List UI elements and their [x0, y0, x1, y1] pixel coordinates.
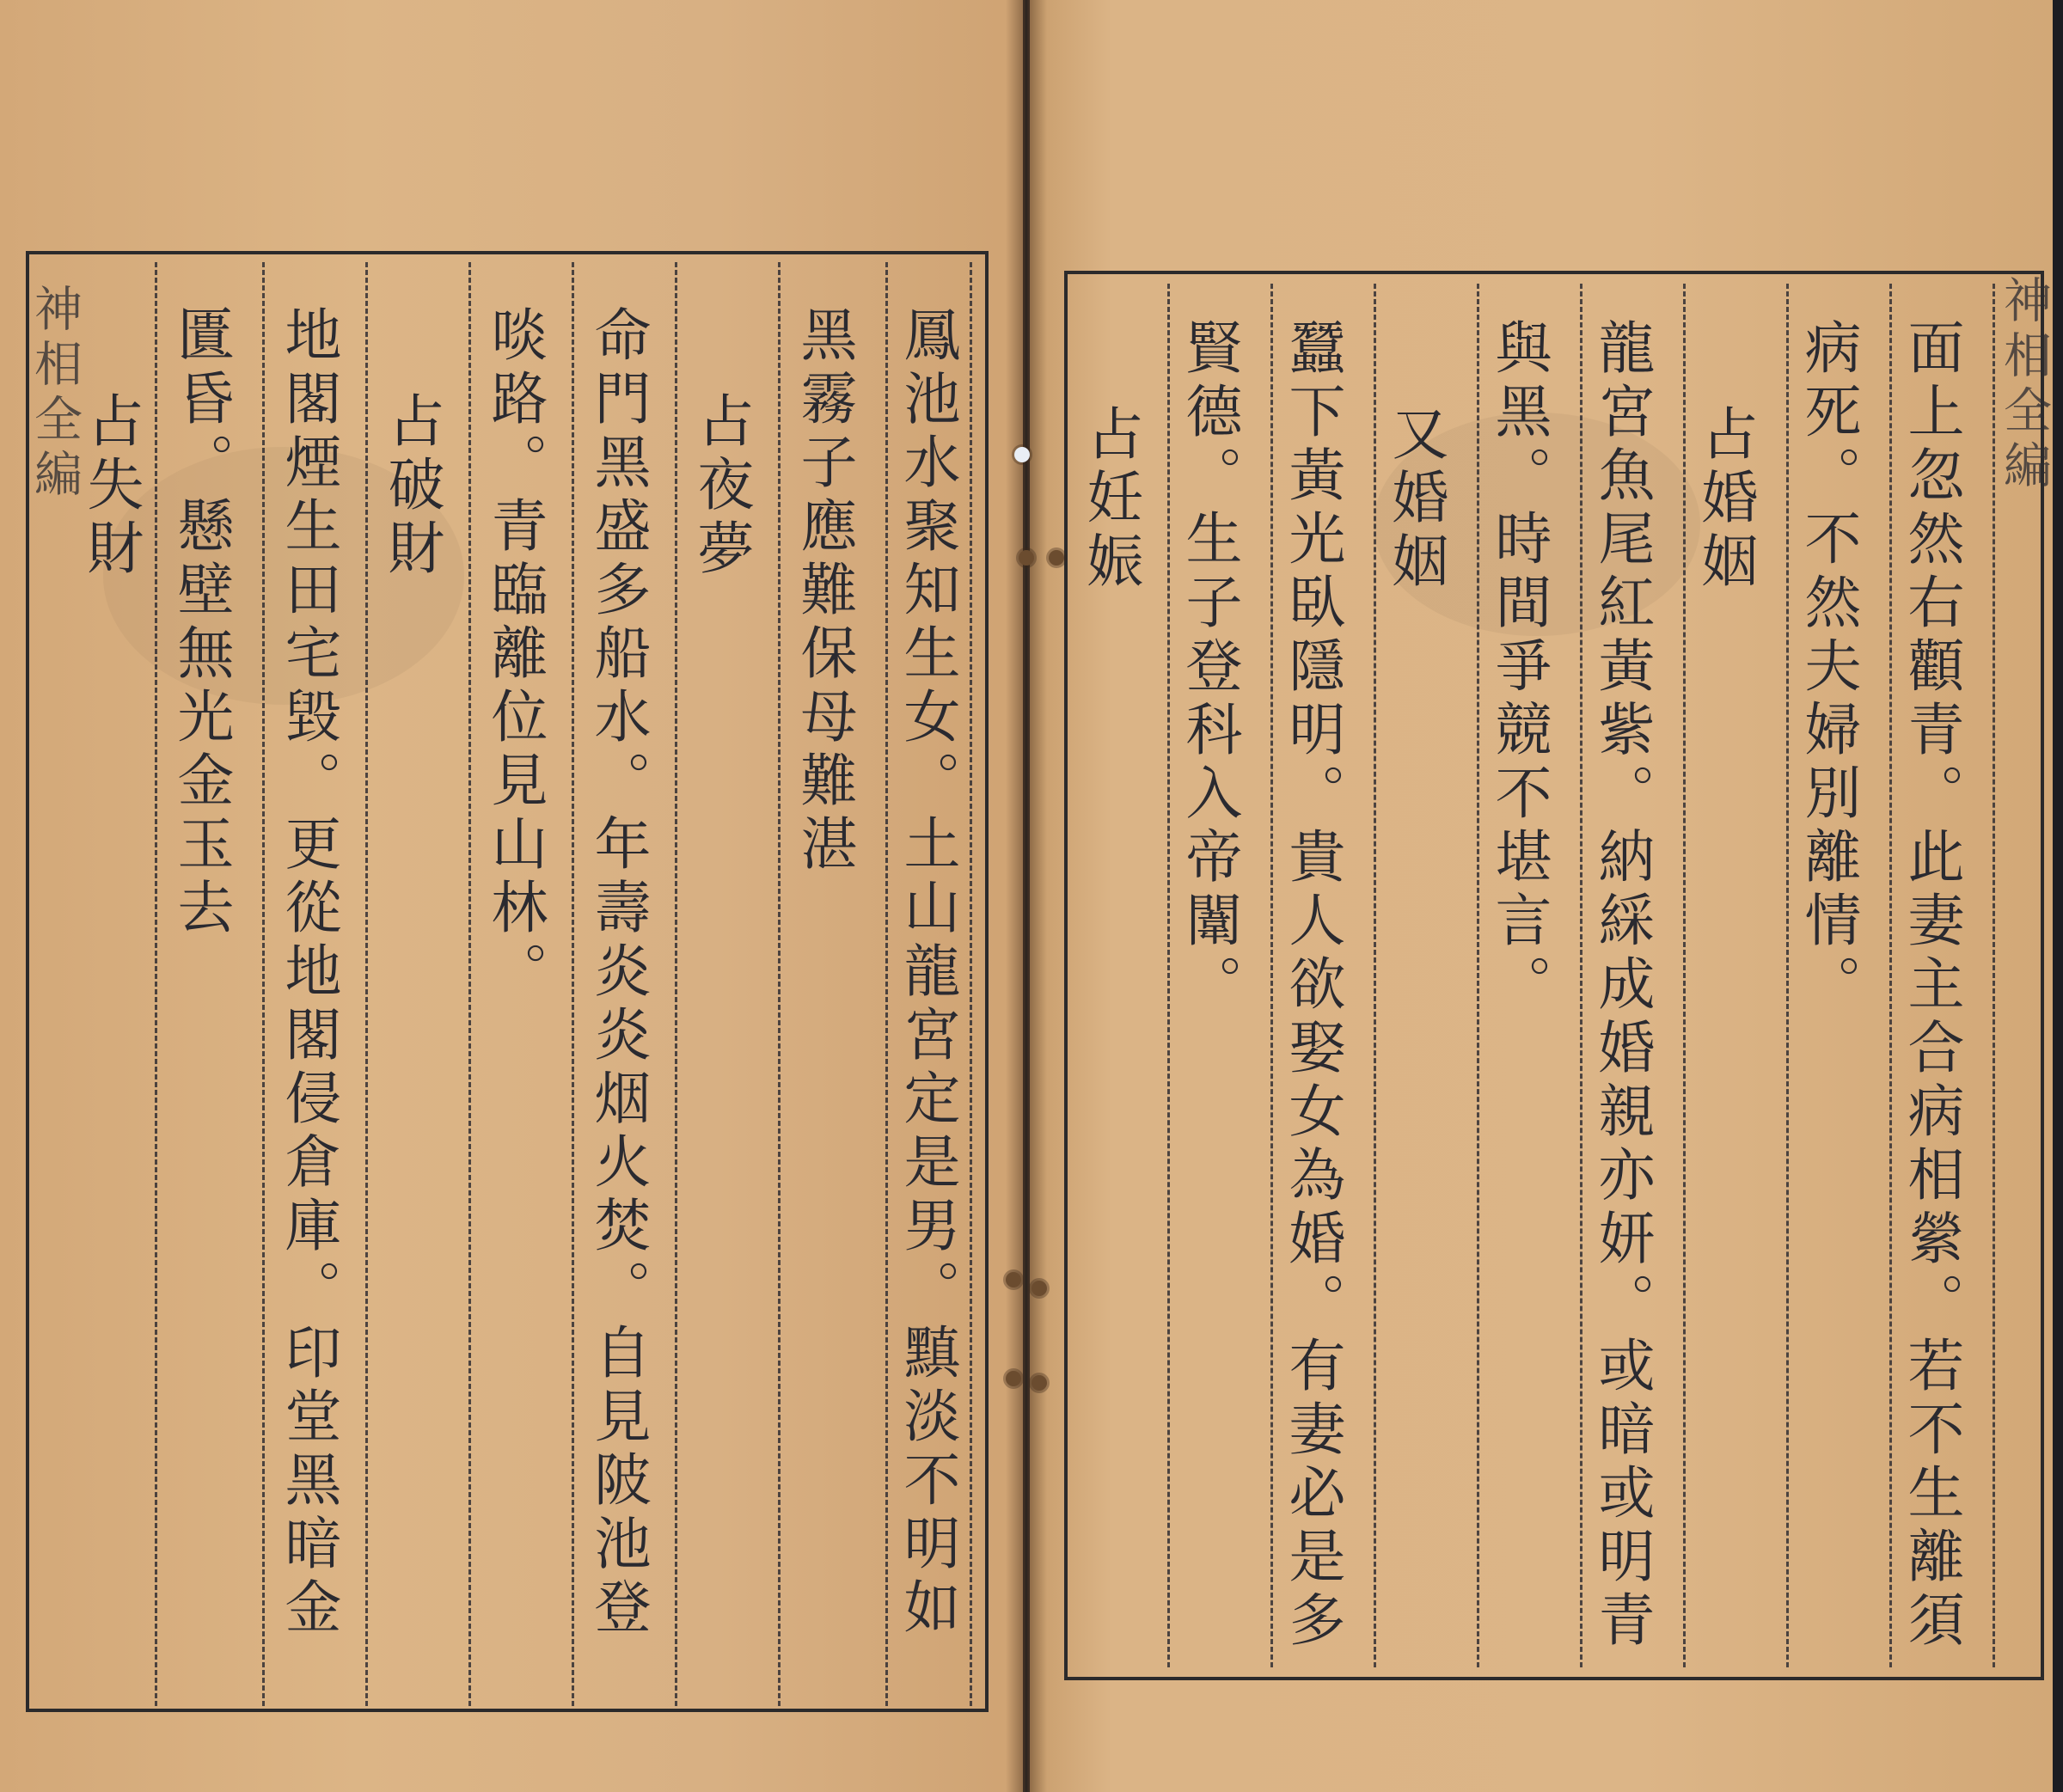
right-page — [1030, 0, 2053, 1792]
right-column-6: 又婚姻 — [1382, 404, 1448, 595]
stitch-hole — [1019, 550, 1034, 566]
left-column-3: 占夜夢 — [688, 391, 754, 582]
right-margin-title: 神相全編 — [1996, 275, 2052, 495]
right-column-8: 賢德。生子登科入帝闈。 — [1176, 318, 1242, 1018]
book-gutter — [1006, 0, 1047, 1792]
left-column-9: 占失財 — [77, 391, 144, 582]
stitch-hole — [1032, 1375, 1047, 1391]
right-column-3: 占婚姻 — [1692, 404, 1758, 595]
left-margin-title: 神相全編 — [27, 284, 83, 504]
right-column-4: 龍宮魚尾紅黃紫。納綵成婚親亦妍。或暗或明青 — [1589, 318, 1655, 1654]
stitch-hole — [1049, 550, 1064, 566]
left-column-7: 地閣煙生田宅毀。更從地閣侵倉庫。印堂黑暗金 — [275, 305, 341, 1641]
right-column-9: 占妊娠 — [1077, 404, 1143, 595]
stitch-hole — [1006, 1371, 1021, 1386]
right-column-2: 病死。不然夫婦別離情。 — [1795, 318, 1861, 1018]
stitch-hole — [1006, 1272, 1021, 1287]
left-column-4: 命門黑盛多船水。年壽炎炎烟火焚。自見陂池登 — [585, 305, 651, 1641]
left-column-5: 啖路。青臨離位見山林。 — [481, 305, 548, 1005]
left-column-2: 黑霧子應難保母難湛 — [791, 305, 857, 878]
stitch-hole — [1032, 1281, 1047, 1296]
right-column-1: 面上忽然右顴青。此妻主合病相縈。若不生離須 — [1898, 318, 1964, 1654]
left-column-6: 占破財 — [378, 391, 444, 582]
right-column-5: 與黑。時間爭競不堪言。 — [1485, 318, 1552, 1018]
left-page — [0, 0, 1023, 1792]
left-column-1: 鳳池水聚知生女。土山龍宮定是男。黰淡不明如 — [894, 305, 960, 1641]
left-column-8: 匱昏。懸壁無光金玉去 — [168, 305, 234, 941]
right-column-7: 蠶下黃光臥隱明。貴人欲娶女為婚。有妻必是多 — [1279, 318, 1345, 1654]
stitch-hole — [1014, 447, 1030, 462]
